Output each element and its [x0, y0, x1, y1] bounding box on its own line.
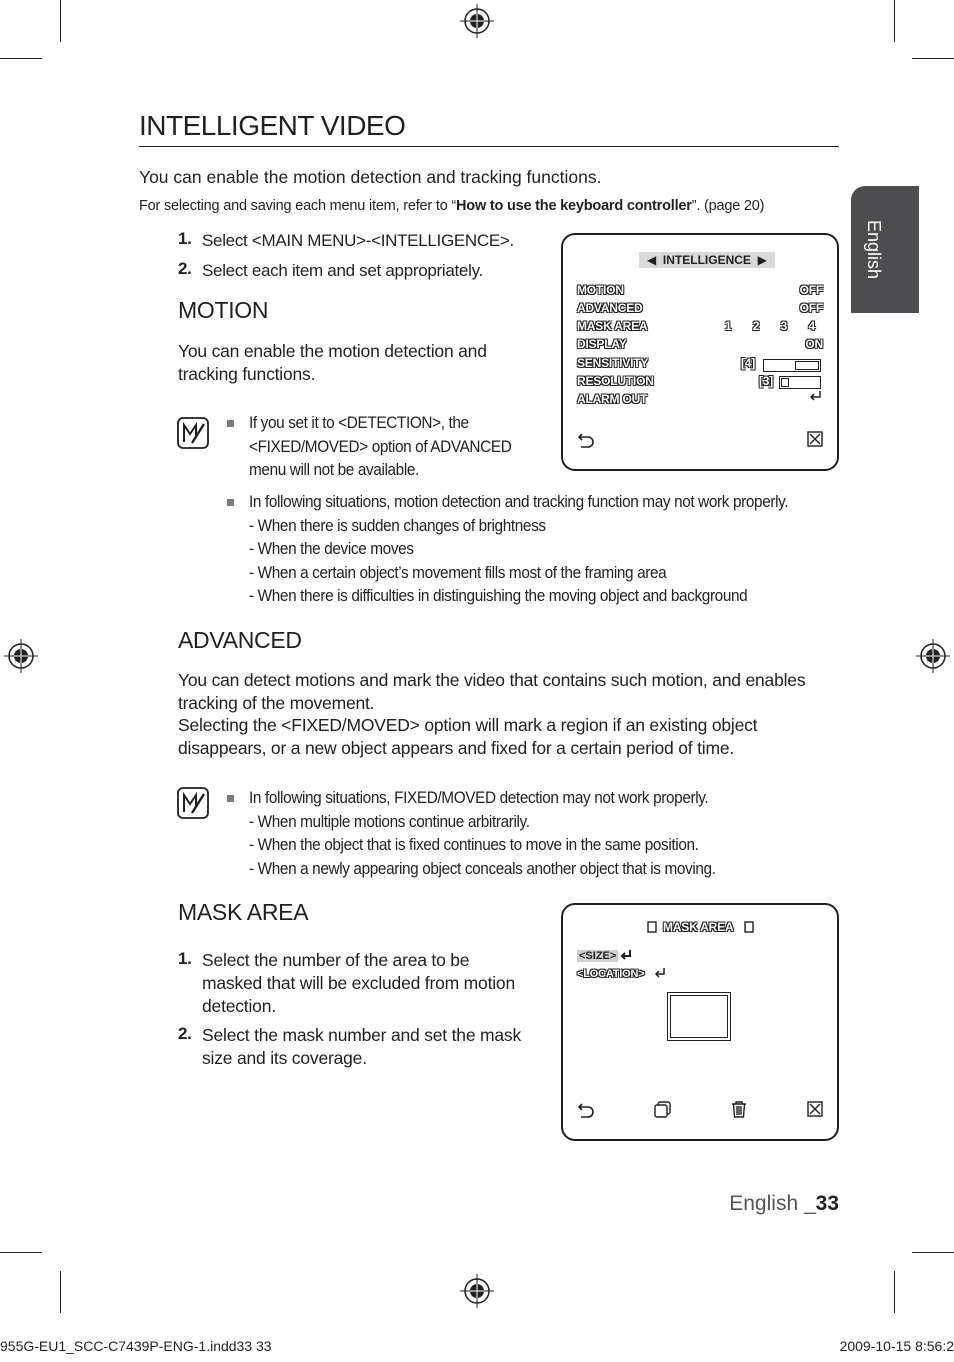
registration-mark-icon [460, 1274, 494, 1308]
close-icon[interactable] [807, 1101, 823, 1117]
note-icon [177, 787, 209, 819]
crop-mark [60, 1271, 61, 1313]
menu-value-motion: OFF [799, 283, 823, 297]
arrow-left-icon: ◀ [647, 253, 657, 267]
return-icon[interactable] [577, 1101, 595, 1119]
bullet [227, 499, 234, 506]
crop-mark [894, 1271, 895, 1313]
enter-icon [620, 949, 633, 962]
arrow-right-icon: ▶ [757, 253, 767, 267]
return-icon[interactable] [577, 431, 595, 449]
crop-mark [0, 1252, 42, 1253]
menu-value-advanced: OFF [799, 301, 823, 315]
close-icon[interactable] [807, 431, 823, 447]
mask-area-menu-screen [561, 903, 839, 1141]
mask-region-box[interactable] [667, 992, 731, 1041]
crop-mark [912, 58, 954, 59]
enter-icon [654, 967, 667, 980]
page-title: INTELLIGENT VIDEO [139, 110, 406, 141]
menu-item-mask-area[interactable]: MASK AREA [577, 319, 648, 333]
menu-value-sensitivity: [4] [741, 356, 756, 370]
bullet [227, 420, 234, 427]
enter-icon [809, 389, 823, 403]
menu-item-resolution[interactable]: RESOLUTION [577, 374, 654, 388]
step-1: 1. Select <MAIN MENU>-<INTELLIGENCE>. [178, 229, 514, 250]
intelligence-menu-title: ◀ INTELLIGENCE ▶ [639, 252, 775, 268]
menu-value-display: ON [805, 337, 823, 351]
menu-item-location[interactable]: <LOCATION> [577, 968, 645, 980]
mask-number-icon [744, 921, 754, 933]
mask-step-1: 1. Select the number of the area to be masked that will be excluded from motion detection. [178, 949, 515, 1016]
language-tab-label: English [864, 219, 884, 280]
menu-item-sensitivity[interactable]: SENSITIVITY [577, 356, 649, 370]
menu-value-resolution: [3] [759, 374, 774, 388]
motion-body: You can enable the motion detection and tracking functions. [178, 341, 487, 384]
menu-item-motion[interactable]: MOTION [577, 283, 624, 297]
registration-mark-icon [4, 639, 38, 673]
advanced-heading: ADVANCED [178, 627, 302, 653]
page-number: English _33 [729, 1192, 839, 1215]
intro-note: For selecting and saving each menu item, refer to “How to use the keyboard controller”. (page 20) [139, 198, 765, 214]
registration-mark-icon [460, 4, 494, 38]
menu-item-advanced[interactable]: ADVANCED [577, 301, 643, 315]
crop-mark [894, 0, 895, 42]
crop-mark [60, 0, 61, 42]
mask-area-heading: MASK AREA [178, 899, 309, 925]
date-slug: 2009-10-15 8:56:2 [839, 1338, 954, 1354]
note-icon [177, 417, 209, 449]
intelligence-menu-screen [561, 233, 839, 471]
resolution-slider[interactable] [779, 376, 821, 389]
copy-icon[interactable] [654, 1101, 671, 1118]
menu-value-mask-area: 1 2 3 4 [724, 319, 815, 333]
menu-item-display[interactable]: DISPLAY [577, 337, 627, 351]
registration-mark-icon [916, 639, 950, 673]
trash-icon[interactable] [730, 1100, 748, 1118]
crop-mark [0, 58, 42, 59]
step-2: 2. Select each item and set appropriately. [178, 259, 483, 280]
mask-area-menu-title: MASK AREA [663, 920, 734, 934]
title-divider [139, 146, 839, 147]
mask-number-icon [647, 921, 657, 933]
advanced-note: In following situations, FIXED/MOVED detection may not work properly. - When multiple motions continue arbitrarily. - When the object that is fixed continues to move in the same position. - When a newly appearing object conceals another object that is moving. [249, 789, 716, 878]
advanced-body: You can detect motions and mark the video that contains such motion, and enables tracking of the movement. Selecting the <FIXED/MOVED> option will mark a region if an existing object disappears, or a new object appears and fixed for a certain period of time. [178, 670, 806, 758]
crop-mark [912, 1252, 954, 1253]
file-slug: 955G-EU1_SCC-C7439P-ENG-1.indd33 33 [0, 1338, 272, 1354]
menu-item-size[interactable]: <SIZE> [579, 950, 617, 962]
menu-item-alarm-out[interactable]: ALARM OUT [577, 392, 648, 406]
motion-note-1: If you set it to <DETECTION>, the <FIXED/MOVED> option of ADVANCED menu will not be available. [249, 414, 512, 479]
bullet [227, 795, 234, 802]
mask-step-2: 2. Select the mask number and set the mask size and its coverage. [178, 1024, 522, 1068]
sensitivity-slider[interactable] [763, 359, 821, 372]
intro-text: You can enable the motion detection and tracking functions. [139, 167, 602, 187]
motion-heading: MOTION [178, 297, 269, 323]
motion-note-2: In following situations, motion detection and tracking function may not work properly. - When there is sudden changes of brightness - When the device moves - When a certain object’s movement fills most of the framing area - When there is difficulties in distinguishing the moving object and background [249, 493, 789, 605]
